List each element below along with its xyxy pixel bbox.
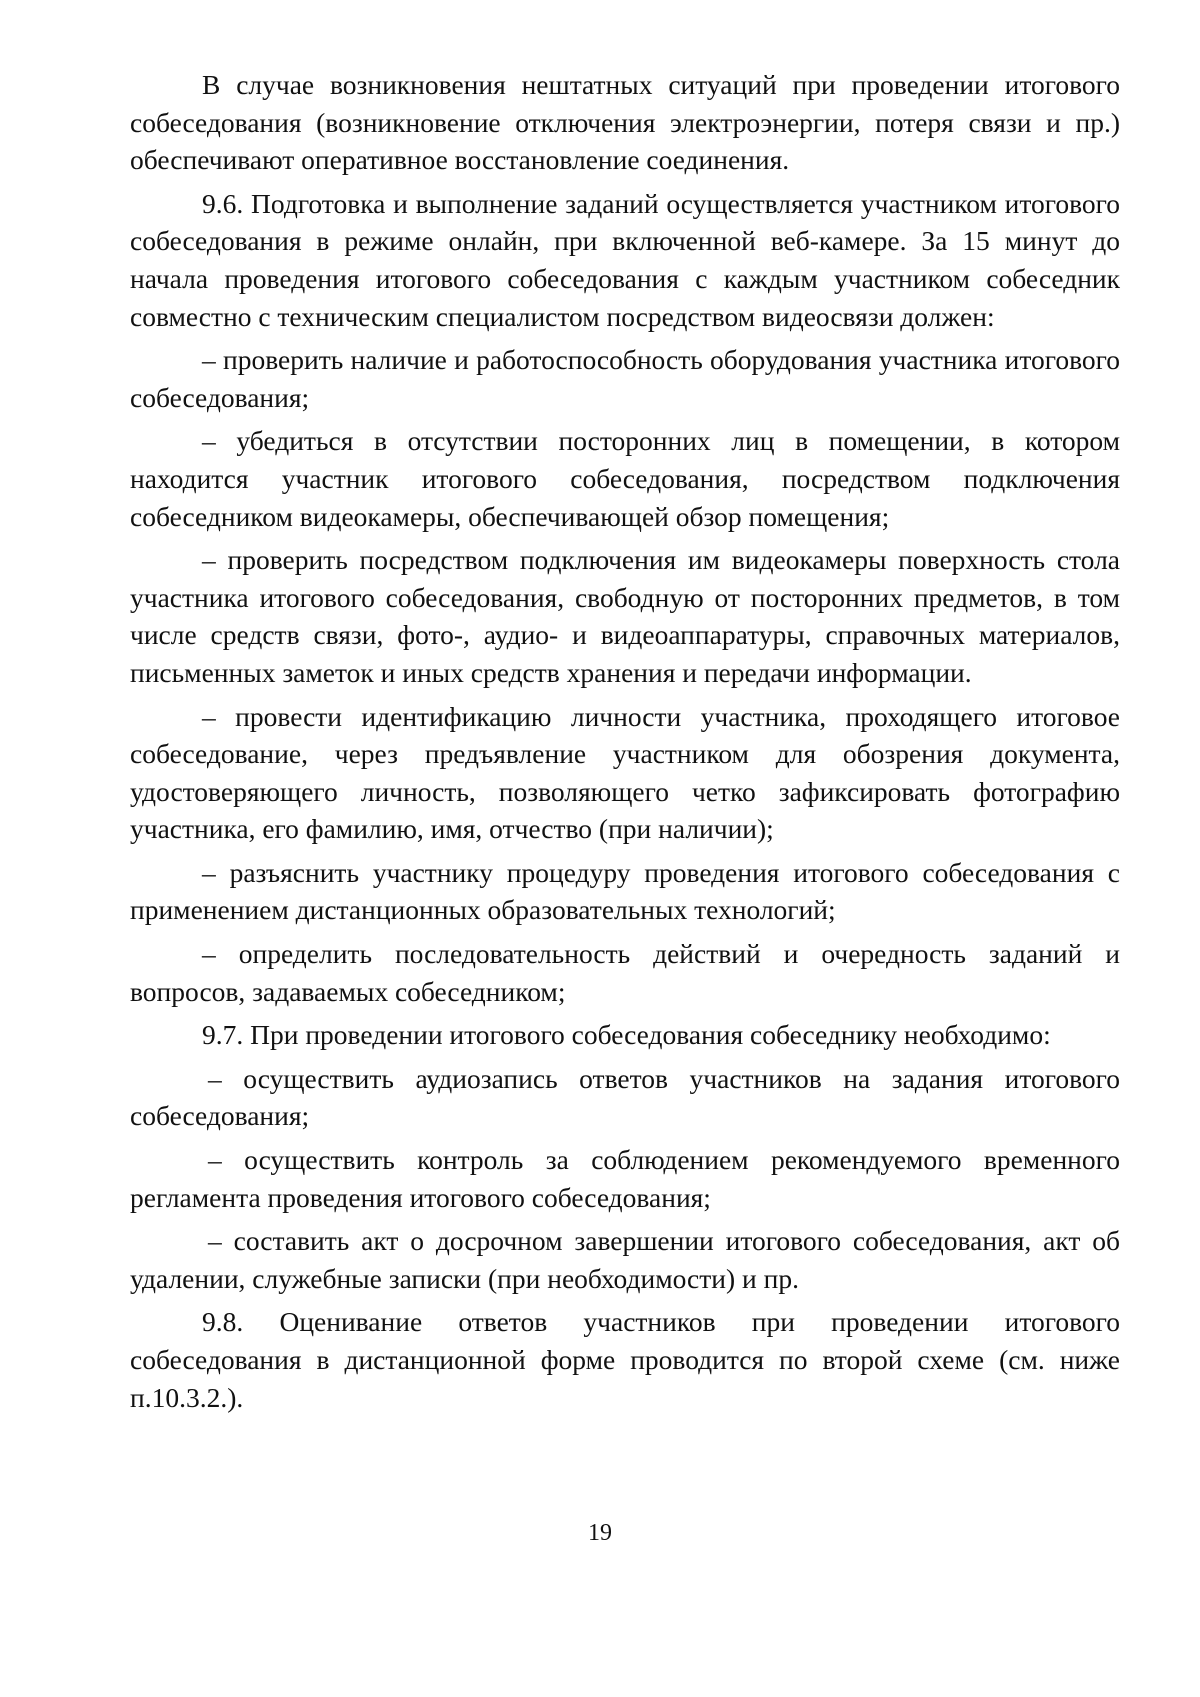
list-item-check-desk: – проверить посредством подключения им видеокамеры поверхность стола участника итогового собеседования, свободную от посторонних предметов, в том числе средств связи, фото-, аудио- и видеоаппаратуры, справочных материалов, письменных заметок и иных средств хранения и передачи информации. [130,544,1120,688]
paragraph-9-7: 9.7. При проведении итогового собеседования собеседнику необходимо: [202,1019,1051,1051]
list-item-no-strangers: – убедиться в отсутствии посторонних лиц в помещении, в котором находится участник итогового собеседования, посредством подключения собеседником видеокамеры, обеспечивающей обзор помещения; [130,425,1120,532]
document-body [130,66,1120,1416]
list-item-reports: – составить акт о досрочном завершении итогового собеседования, акт об удалении, служебные записки (при необходимости) и пр. [130,1225,1120,1294]
list-item-audio-recording: – осуществить аудиозапись ответов участников на задания итогового собеседования; [130,1062,1120,1132]
list-item-check-equipment: – проверить наличие и работоспособность оборудования участника итогового собеседования; [130,344,1120,413]
list-item-explain-procedure: – разъяснить участнику процедуру проведения итогового собеседования с применением дистанционных образовательных технологий; [130,856,1120,926]
list-item-define-sequence: – определить последовательность действий и очередность заданий и вопросов, задаваемых собеседником; [130,938,1120,1007]
paragraph-emergency-situations: В случае возникновения нештатных ситуаций при проведении итогового собеседования (возникновение отключения электроэнергии, потеря связи и пр.) обеспечивают оперативное восстановление соединения. [130,69,1120,176]
paragraph-9-6: 9.6. Подготовка и выполнение заданий осуществляется участником итогового собеседования в режиме онлайн, при включенной веб-камере. За 15 минут до начала проведения итогового собеседования с каждым участником собеседник совместно с техническим специалистом посредством видеосвязи должен: [130,187,1120,332]
paragraph-9-8: 9.8. Оценивание ответов участников при проведении итогового собеседования в дистанционной форме проводится по второй схеме (см. ниже п.10.3.2.). [130,1306,1120,1413]
page-number: 19 [588,1520,612,1546]
list-item-time-control: – осуществить контроль за соблюдением рекомендуемого временного регламента проведения итогового собеседования; [130,1144,1120,1213]
list-item-identification: – провести идентификацию личности участника, проходящего итоговое собеседование, через предъявление участником для обозрения документа, удостоверяющего личность, позволяющего четко зафиксировать фотографию участника, его фамилию, имя, отчество (при наличии); [130,700,1120,845]
